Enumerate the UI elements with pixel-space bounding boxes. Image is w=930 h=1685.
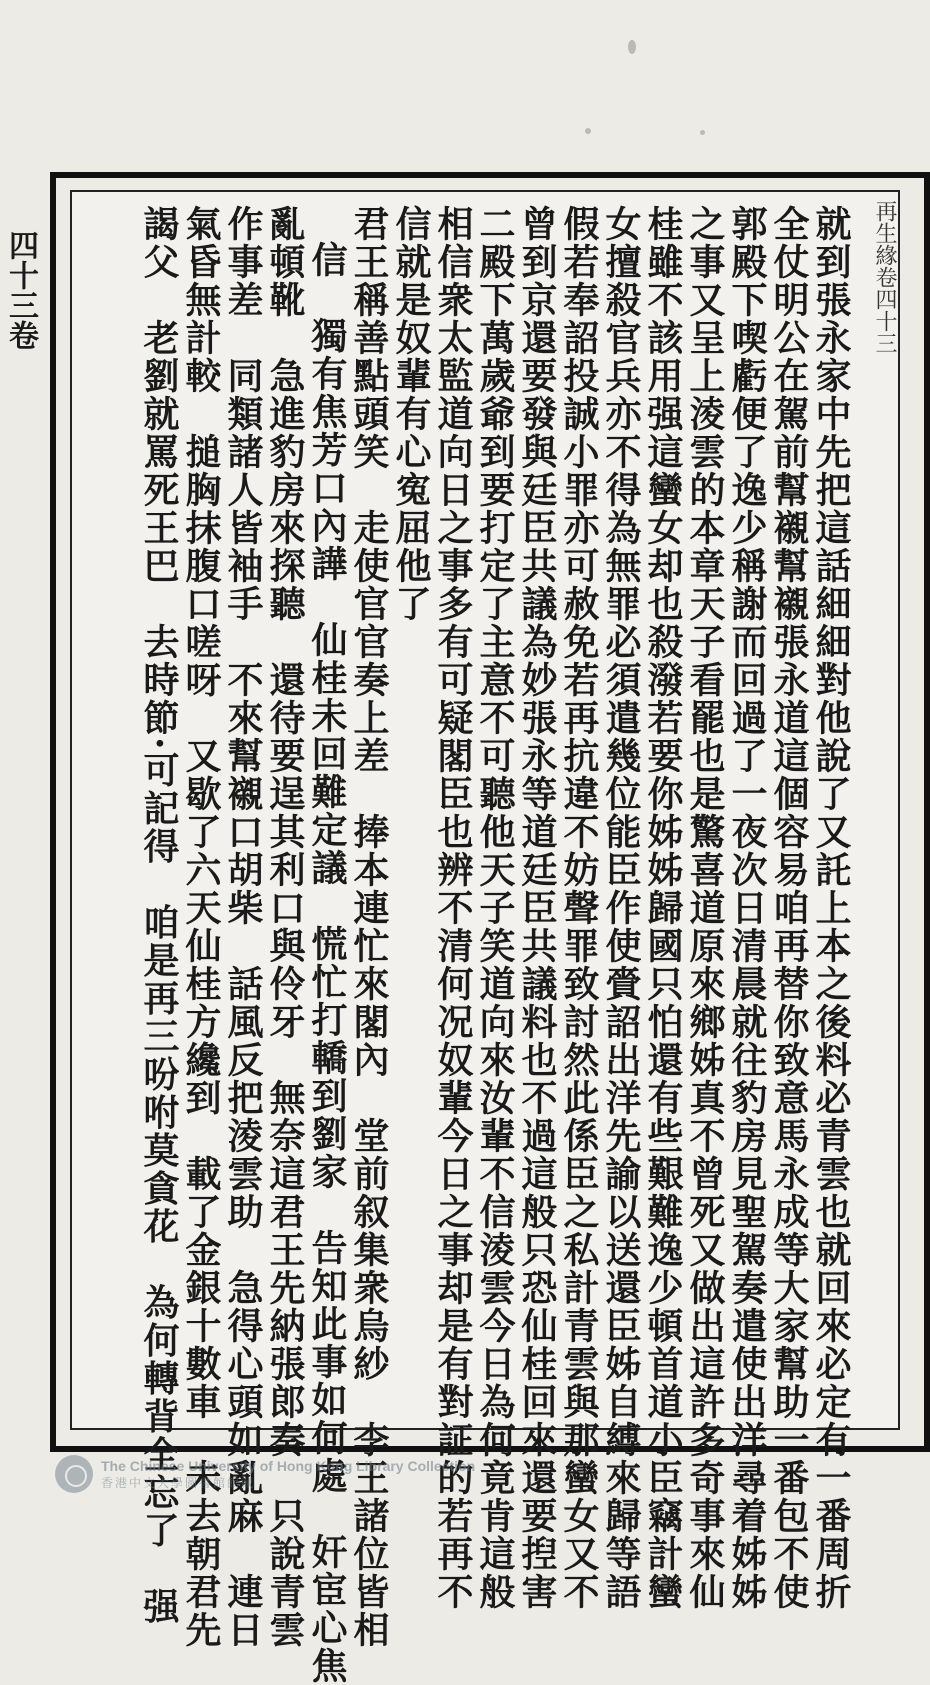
text-column: 就到張永家中先把這話細細對他說了又託上本之後料必青雲也就回來必定有一番周折 bbox=[810, 205, 852, 1611]
margin-volume-label bbox=[0, 230, 40, 490]
running-head bbox=[872, 200, 900, 1200]
text-column: 之事又呈上淩雲的本章天子看罷也是驚喜道原來鄉姊真不曾死又做出這許多奇事來仙 bbox=[684, 205, 726, 1611]
watermark-chinese: 香港中文大學圖書館館藏 bbox=[101, 1475, 256, 1490]
watermark-english: The Chinese University of Hong Kong Library Collection bbox=[101, 1457, 476, 1474]
verse-column: 作事差 同類諸人皆袖手 不來幫襯口胡柴 話風反把淩雲助 急得心頭如亂麻 連日 bbox=[222, 205, 264, 1649]
running-head-text: 再生緣卷四十三 bbox=[872, 200, 897, 354]
verse-column: 君王稱善點頭笑 走使官官奏上差 捧本連忙來閣內 堂前叙集衆烏紗 李王諸位皆相 bbox=[348, 205, 390, 1649]
margin-label-text: 四十三卷 bbox=[3, 230, 38, 350]
verse-column: 氣昏無計較 搥胸抹腹口嗟呀 又歇了六天仙桂方纔到 載了金銀十數車 未去朝君先 bbox=[180, 205, 222, 1649]
library-watermark bbox=[55, 1452, 535, 1496]
text-column: 相信衆太監道向日之事多有可疑閣臣也辨不清何况奴輩今日之事却是有對証的若再不 bbox=[432, 205, 474, 1611]
verse-column: 信 獨有焦芳口內譁 仙桂未回難定議 慌忙打轎到劉家 告知此事如何處 奸宦心焦 bbox=[306, 241, 348, 1685]
text-column: 郭殿下喫虧便了逸少稱謝而回過了一夜次日清晨就往豹房見聖駕奏遣使出洋尋着姊姊 bbox=[726, 205, 768, 1611]
text-column: 二殿下萬歲爺到要打定了主意不可聽他天子笑道向來汝輩不信淩雲今日為何竟肯這般 bbox=[474, 205, 516, 1611]
text-column: 曾到京還要發與廷臣共議為妙張永等道廷臣共議料也不過這般只恐仙桂回來還要揑害 bbox=[516, 205, 558, 1611]
text-column: 信就是奴輩有心寃屈他了 bbox=[390, 205, 432, 623]
text-column: 女擅殺官兵亦不得為無罪必須遣幾位能臣作使賫詔出洋先諭以送還臣姊自縛來歸等語 bbox=[600, 205, 642, 1611]
text-column: 桂雖不該用强這蠻女却也殺潑若要你姊姊歸國只怕還有些艱難逸少頓首道小臣竊計蠻 bbox=[642, 205, 684, 1611]
paper-spot bbox=[628, 40, 636, 54]
library-logo-icon bbox=[55, 1455, 93, 1493]
text-column: 假若奉詔投誠小罪亦可赦免若再抗違不妨聲罪致討然此係臣之私計青雲與那蠻女又不 bbox=[558, 205, 600, 1611]
text-column: 全仗明公在駕前幫襯幫襯張永道這個容易咱再替你致意馬永成等大家幫助一番包不使 bbox=[768, 205, 810, 1611]
verse-column: 謁父 老劉就罵死王巴 去時節·可記得 咱是再三吩咐莫貪花 為何轉背全忘了 强 bbox=[138, 205, 180, 1626]
paper-spot bbox=[585, 128, 591, 134]
paper-spot bbox=[700, 130, 705, 135]
verse-column: 亂頓靴 急進豹房來探聽 還待要逞其利口與伶牙 無奈這君王先納張郎奏 只說青雲 bbox=[264, 205, 306, 1649]
